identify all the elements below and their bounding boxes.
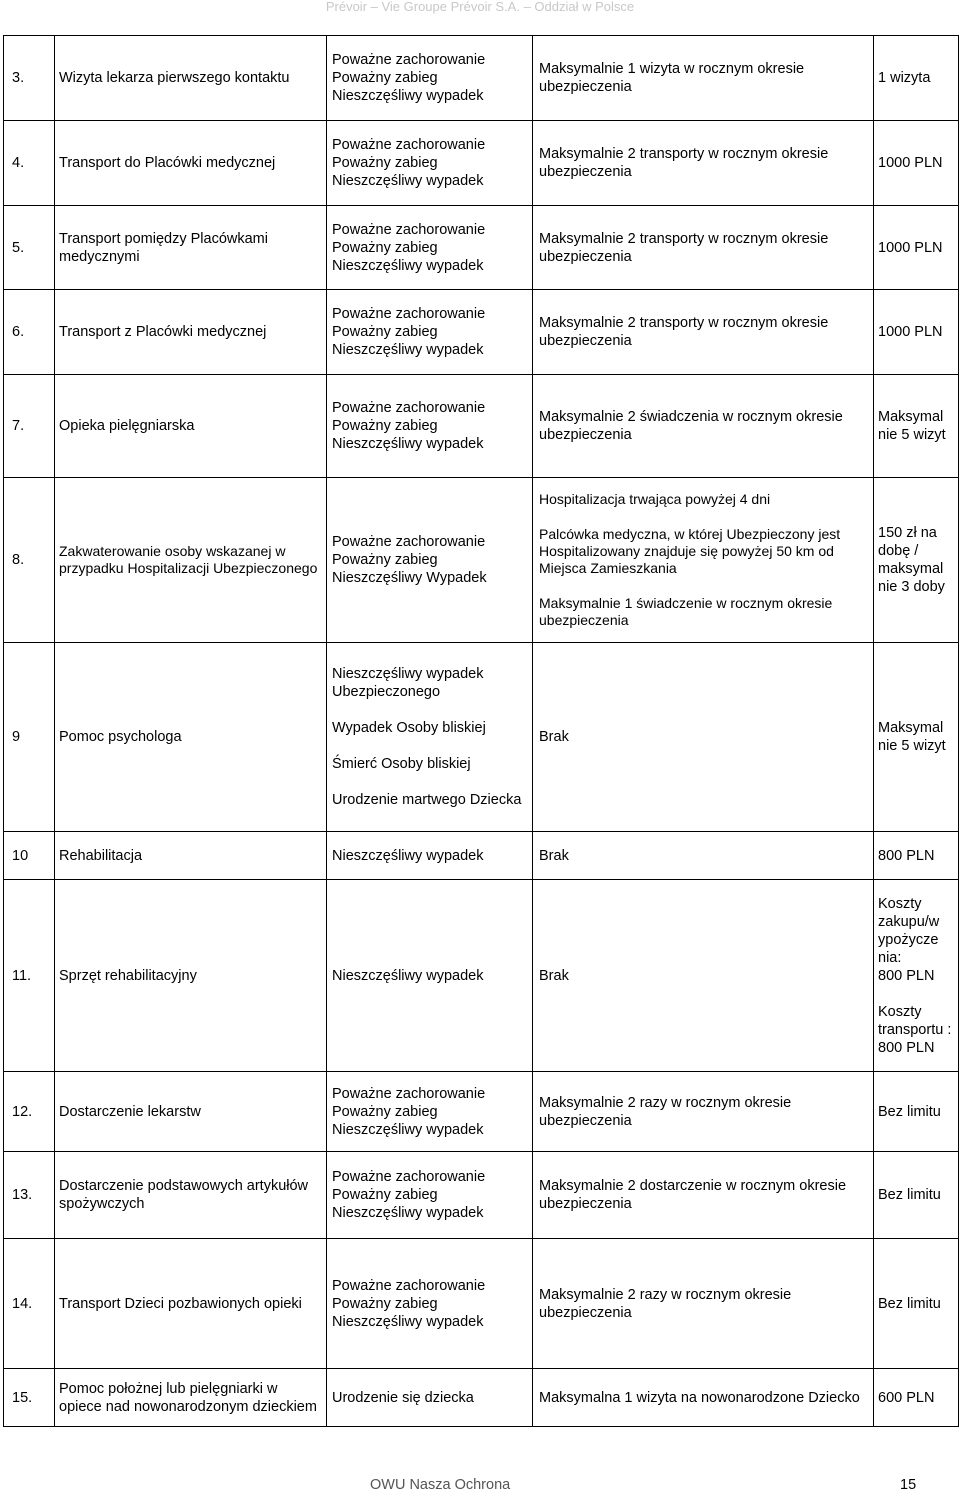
coverage-cell: Nieszczęśliwy wypadek	[327, 832, 533, 880]
sum-cell: 1000 PLN	[874, 121, 959, 206]
table-row	[4, 1152, 959, 1239]
service-name: Transport pomiędzy Placówkami medycznymi	[55, 206, 327, 290]
limit-cell: Maksymalnie 2 transporty w rocznym okresie ubezpieczenia	[533, 121, 874, 206]
sum-cell: 1 wizyta	[874, 36, 959, 121]
row-number: 14.	[4, 1239, 55, 1369]
sum-cell: Bez limitu	[874, 1152, 959, 1239]
service-name: Sprzęt rehabilitacyjny	[55, 880, 327, 1072]
table-row	[4, 375, 959, 478]
limit-cell: Maksymalnie 1 wizyta w rocznym okresie ubezpieczenia	[533, 36, 874, 121]
coverage-item: Poważny zabieg	[332, 1295, 438, 1312]
table-row	[4, 1239, 959, 1369]
coverage-item: Nieszczęśliwy wypadek	[332, 1121, 484, 1138]
coverage-item: Nieszczęśliwy wypadek	[332, 342, 484, 358]
coverage-cell	[327, 121, 533, 206]
service-name: Pomoc psychologa	[55, 643, 327, 832]
table-row	[4, 478, 959, 643]
service-name: Zakwaterowanie osoby wskazanej w przypadku Hospitalizacji Ubezpieczonego	[55, 478, 327, 643]
service-name: Wizyta lekarza pierwszego kontaktu	[55, 36, 327, 121]
sum-text: 800 PLN	[878, 1039, 935, 1056]
sum-cell: 1000 PLN	[874, 290, 959, 375]
coverage-item: Poważny zabieg	[332, 1187, 438, 1203]
coverage-item: Poważny zabieg	[332, 324, 438, 340]
table-row	[4, 36, 959, 121]
table-row	[4, 643, 959, 832]
coverage-cell	[327, 206, 533, 290]
table-row	[4, 1072, 959, 1152]
coverage-item: Nieszczęśliwy wypadek Ubezpieczonego	[332, 666, 484, 700]
coverage-cell	[327, 36, 533, 121]
table-row	[4, 290, 959, 375]
benefits-table	[3, 35, 959, 1427]
coverage-item: Poważne zachorowanie	[332, 137, 486, 153]
service-name: Pomoc położnej lub pielęgniarki w opiece nad nowonarodzonym dzieckiem	[55, 1369, 327, 1427]
service-name: Rehabilitacja	[55, 832, 327, 880]
sum-cell: Maksymal nie 5 wizyt	[874, 643, 959, 832]
row-number: 8.	[4, 478, 55, 643]
row-number: 3.	[4, 36, 55, 121]
row-number: 12.	[4, 1072, 55, 1152]
row-number: 4.	[4, 121, 55, 206]
coverage-cell	[327, 643, 533, 832]
sum-text: Koszty zakupu/w ypożycze nia:	[878, 895, 940, 966]
limit-text: Palcówka medyczna, w której Ubezpieczony jest Hospitalizowany znajduje się powyżej 50 km od Miejsca Zamieszkania	[539, 526, 841, 576]
sum-cell: Bez limitu	[874, 1072, 959, 1152]
coverage-item: Poważne zachorowanie	[332, 400, 486, 416]
coverage-cell	[327, 375, 533, 478]
service-name: Opieka pielęgniarska	[55, 375, 327, 478]
limit-text: Maksymalnie 1 świadczenie w rocznym okresie ubezpieczenia	[539, 595, 833, 628]
coverage-cell	[327, 1239, 533, 1369]
row-number: 6.	[4, 290, 55, 375]
sum-cell: 800 PLN	[874, 832, 959, 880]
coverage-item: Poważne zachorowanie	[332, 534, 486, 550]
table-row	[4, 206, 959, 290]
coverage-item: Poważne zachorowanie	[332, 1169, 486, 1185]
limit-cell: Maksymalnie 2 razy w rocznym okresie ubezpieczenia	[533, 1239, 874, 1369]
limit-cell: Brak	[533, 643, 874, 832]
coverage-cell: Urodzenie się dziecka	[327, 1369, 533, 1427]
coverage-cell	[327, 290, 533, 375]
service-name: Dostarczenie podstawowych artykułów spożywczych	[55, 1152, 327, 1239]
sum-cell: 600 PLN	[874, 1369, 959, 1427]
sum-cell: 150 zł na dobę / maksymal nie 3 doby	[874, 478, 959, 643]
limit-cell: Maksymalnie 2 transporty w rocznym okresie ubezpieczenia	[533, 290, 874, 375]
limit-cell: Brak	[533, 832, 874, 880]
coverage-cell	[327, 1072, 533, 1152]
coverage-item: Nieszczęśliwy wypadek	[332, 1313, 484, 1330]
coverage-item: Nieszczęśliwy wypadek	[332, 173, 484, 189]
coverage-item: Nieszczęśliwy Wypadek	[332, 570, 487, 586]
coverage-item: Nieszczęśliwy wypadek	[332, 436, 484, 452]
table-row	[4, 880, 959, 1072]
sum-cell: Maksymal nie 5 wizyt	[874, 375, 959, 478]
table-row	[4, 121, 959, 206]
coverage-item: Poważny zabieg	[332, 155, 438, 171]
coverage-item: Poważny zabieg	[332, 70, 438, 86]
limit-cell: Brak	[533, 880, 874, 1072]
coverage-item: Poważne zachorowanie	[332, 52, 486, 68]
coverage-item: Poważne zachorowanie	[332, 221, 486, 238]
coverage-item: Poważny zabieg	[332, 418, 438, 434]
row-number: 10	[4, 832, 55, 880]
coverage-item: Poważny zabieg	[332, 552, 438, 568]
sum-cell: Bez limitu	[874, 1239, 959, 1369]
service-name: Transport Dzieci pozbawionych opieki	[55, 1239, 327, 1369]
coverage-item: Śmierć Osoby bliskiej	[332, 756, 471, 772]
coverage-item: Poważny zabieg	[332, 239, 438, 256]
limit-cell	[533, 478, 874, 643]
page-number: 15	[900, 1477, 917, 1493]
coverage-item: Nieszczęśliwy wypadek	[332, 1205, 484, 1221]
row-number: 7.	[4, 375, 55, 478]
limit-cell: Maksymalnie 2 dostarczenie w rocznym okresie ubezpieczenia	[533, 1152, 874, 1239]
limit-text: Hospitalizacja trwająca powyżej 4 dni	[539, 491, 771, 507]
row-number: 15.	[4, 1369, 55, 1427]
coverage-cell: Nieszczęśliwy wypadek	[327, 880, 533, 1072]
coverage-item: Nieszczęśliwy wypadek	[332, 257, 484, 274]
limit-cell: Maksymalna 1 wizyta na nowonarodzone Dziecko	[533, 1369, 874, 1427]
row-number: 13.	[4, 1152, 55, 1239]
footer-title: OWU Nasza Ochrona	[370, 1477, 511, 1493]
limit-cell: Maksymalnie 2 transporty w rocznym okresie ubezpieczenia	[533, 206, 874, 290]
service-name: Dostarczenie lekarstw	[55, 1072, 327, 1152]
coverage-item: Poważne zachorowanie	[332, 1277, 486, 1294]
coverage-cell	[327, 1152, 533, 1239]
limit-cell: Maksymalnie 2 świadczenia w rocznym okresie ubezpieczenia	[533, 375, 874, 478]
table-row	[4, 832, 959, 880]
sum-text: Koszty transportu :	[878, 1003, 952, 1038]
sum-cell: 1000 PLN	[874, 206, 959, 290]
coverage-item: Wypadek Osoby bliskiej	[332, 720, 486, 736]
row-number: 5.	[4, 206, 55, 290]
limit-cell: Maksymalnie 2 razy w rocznym okresie ubezpieczenia	[533, 1072, 874, 1152]
service-name: Transport z Placówki medycznej	[55, 290, 327, 375]
coverage-cell	[327, 478, 533, 643]
coverage-item: Poważny zabieg	[332, 1103, 438, 1120]
table-row	[4, 1369, 959, 1427]
sum-text: 800 PLN	[878, 967, 935, 984]
row-number: 11.	[4, 880, 55, 1072]
sum-cell	[874, 880, 959, 1072]
coverage-item: Poważne zachorowanie	[332, 306, 486, 322]
coverage-item: Poważne zachorowanie	[332, 1085, 486, 1102]
page-header: Prévoir – Vie Groupe Prévoir S.A. – Oddział w Polsce	[325, 0, 635, 14]
coverage-item: Urodzenie martwego Dziecka	[332, 792, 522, 808]
row-number: 9	[4, 643, 55, 832]
service-name: Transport do Placówki medycznej	[55, 121, 327, 206]
coverage-item: Nieszczęśliwy wypadek	[332, 88, 484, 104]
